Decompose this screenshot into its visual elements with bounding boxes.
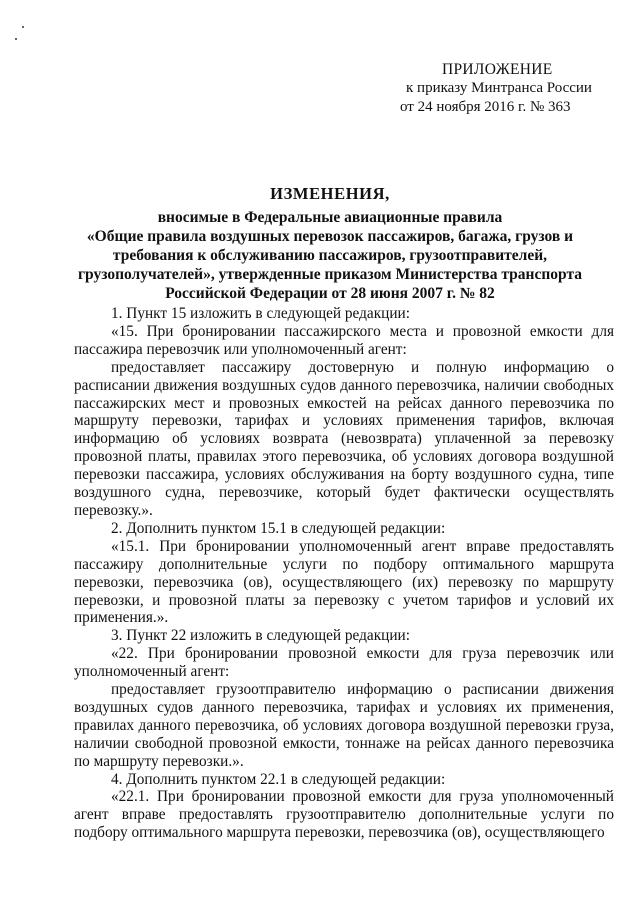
annex-label: ПРИЛОЖЕНИЕ [442, 61, 553, 78]
document-title [60, 184, 600, 303]
title-line: Российской Федерации от 28 июня 2007 г. № 82 [165, 285, 495, 302]
item-heading: 1. Пункт 15 изложить в следующей редакции: [111, 305, 410, 322]
document-body [74, 305, 614, 842]
item-heading: 2. Дополнить пунктом 15.1 в следующей редакции: [111, 519, 446, 537]
title-line: требования к обслуживанию пассажиров, грузоотправителей, [112, 247, 548, 264]
title-line: грузополучателей», утвержденные приказом Министерства транспорта [77, 266, 582, 283]
title-line: «Общие правила воздушных перевозок пассажиров, багажа, грузов и [86, 228, 574, 245]
body-paragraph: «22. При бронировании провозной емкости для груза перевозчик или уполномоченный агент: [74, 645, 614, 681]
body-paragraph: «15. При бронировании пассажирского места и провозной емкости для пассажира перевозчик или уполномоченный агент: [74, 322, 614, 358]
item-heading: 4. Дополнить пунктом 22.1 в следующей редакции: [111, 770, 446, 788]
title-main: ИЗМЕНЕНИЯ, [270, 184, 390, 203]
annex-header [398, 60, 618, 117]
body-paragraph: предоставляет пассажиру достоверную и полную информацию о расписании движения воздушных судов данного перевозчика, наличии свободных пассажирских мест и провозных емкостей на рейсах данного перевозчика по маршруту перевозки, тарифах и условиях применения тарифов, включая информацию об условиях возврата (невозврата) уплаченной за перевозку провозной платы, правилах этого перевозчика, об условиях договора воздушной перевозки пассажира, условиях обслуживания на борту воздушного судна, типе воздушного судна, перевозчике, который будет фактически осуществлять перевозку.». [74, 358, 614, 519]
body-paragraph: «15.1. При бронировании уполномоченный агент вправе предоставлять пассажиру дополнительные услуги по подбору оптимального маршрута перевозки, перевозчика (ов), осуществляющего (их) перевозку по маршруту перевозки, и провозной платы за перевозку с учетом тарифов и условий их применения.». [74, 537, 614, 627]
scan-speck [15, 38, 17, 40]
order-reference: к приказу Минтранса России [406, 80, 592, 96]
scan-speck [22, 26, 24, 28]
body-paragraph: «22.1. При бронировании провозной емкости для груза уполномоченный агент вправе предоставлять грузоотправителю дополнительные услуги по подбору оптимального маршрута перевозки, перевозчика (ов), осуществляющего [74, 788, 614, 842]
body-paragraph: предоставляет грузоотправителю информацию о расписании движения воздушных судов данного перевозчика, тарифах и условиях их применения, правилах данного перевозчика, об условиях договора воздушной перевозки груза, наличии свободной провозной емкости, тоннаже на рейсах данного перевозчика по маршруту перевозки.». [74, 681, 614, 770]
item-heading: 3. Пункт 22 изложить в следующей редакции: [111, 627, 410, 645]
title-line: вносимые в Федеральные авиационные правила [157, 209, 503, 226]
order-date: от 24 ноября 2016 г. № 363 [400, 99, 571, 115]
